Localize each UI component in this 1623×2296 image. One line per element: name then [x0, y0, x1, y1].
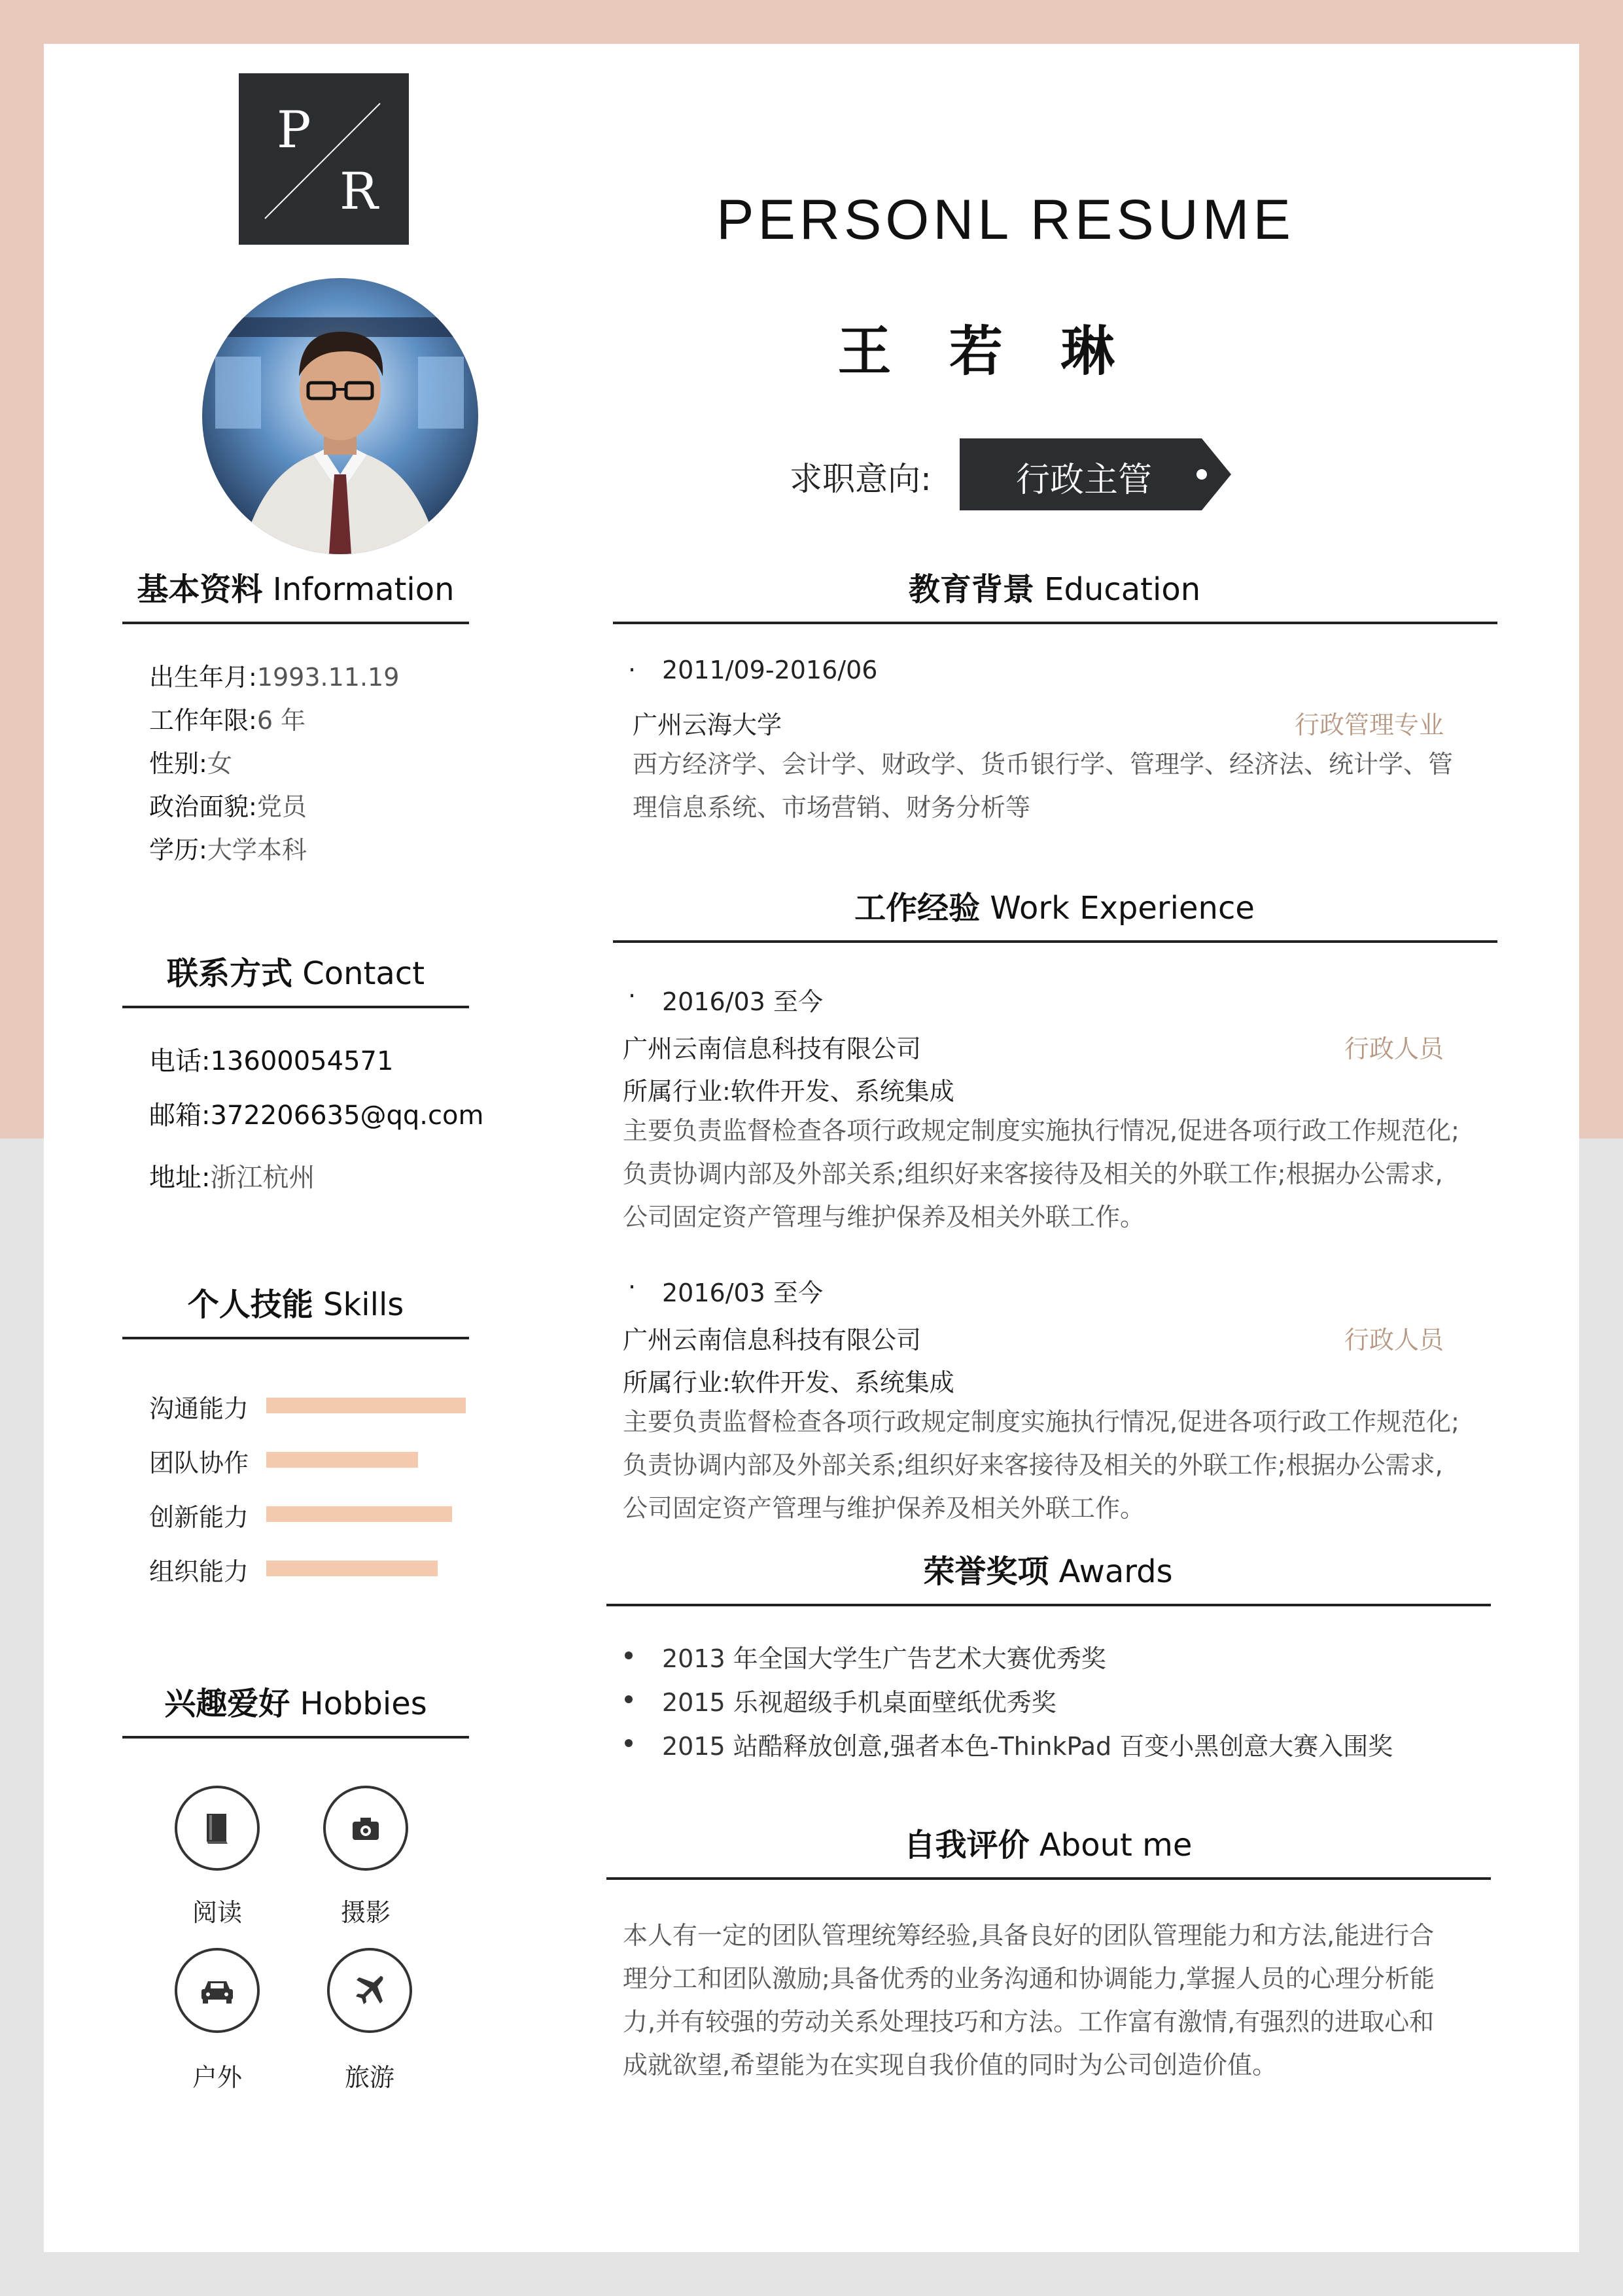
work-title-cn: 工作经验: [854, 890, 981, 927]
work-bullet: ·: [628, 1273, 637, 1301]
hobbies-title-cn: 兴趣爱好: [164, 1686, 290, 1722]
education-courses-line: 理信息系统、市场营销、财务分析等: [633, 793, 1031, 822]
contact-section-title: [122, 948, 469, 993]
education-school: 广州云海大学: [633, 711, 782, 739]
skill-bar: [266, 1506, 452, 1522]
award-bullet: [625, 1695, 633, 1703]
contact-title-en: Contact: [302, 955, 425, 992]
info-title-cn: 基本资料: [137, 571, 263, 608]
about-text-line: 理分工和团队激励;具备优秀的业务沟通和协调能力,掌握人员的心理分析能: [623, 1964, 1435, 1993]
about-section-title: [606, 1820, 1490, 1865]
awards-title-cn: 荣誉奖项: [923, 1553, 1049, 1590]
contact-title-cn: 联系方式: [166, 955, 292, 992]
skills-section-title: [122, 1279, 469, 1324]
award-bullet: [625, 1739, 633, 1747]
camera-icon: [346, 1809, 385, 1848]
car-icon: [196, 1971, 238, 2010]
education-title-cn: 教育背景: [908, 571, 1034, 608]
about-title-cn: 自我评价: [903, 1827, 1030, 1863]
about-divider: [606, 1877, 1491, 1880]
candidate-name: 王 若 琳: [837, 321, 1134, 383]
work-description-line: 负责协调内部及外部关系;组织好来客接待及相关的外联工作;根据办公需求,: [623, 1451, 1443, 1479]
award-item: 2015 站酷释放创意,强者本色-ThinkPad 百变小黑创意大赛入围奖: [662, 1732, 1393, 1761]
work-description-line: 公司固定资产管理与维护保养及相关外联工作。: [623, 1494, 1145, 1523]
contact-phone[interactable]: 电话:13600054571: [149, 1046, 394, 1076]
avatar: [202, 278, 478, 554]
job-intent-label: 求职意向:: [790, 460, 932, 498]
work-role: 行政人员: [1344, 1034, 1444, 1063]
hobby-label-outdoor: 户外: [192, 2063, 242, 2092]
work-description: [623, 1400, 1512, 1530]
education-divider: [613, 622, 1497, 624]
info-title-en: Information: [272, 571, 455, 608]
hobby-label-travel: 旅游: [344, 2063, 394, 2092]
work-description-line: 负责协调内部及外部关系;组织好来客接待及相关的外联工作;根据办公需求,: [623, 1159, 1443, 1188]
work-title-en: Work Experience: [990, 890, 1255, 927]
education-title-en: Education: [1044, 571, 1201, 608]
contact-divider: [122, 1006, 469, 1008]
monogram-letter-r: R: [340, 162, 378, 221]
education-courses-line: 西方经济学、会计学、财政学、货币银行学、管理学、经济法、统计学、管: [633, 750, 1454, 779]
about-text-line: 成就欲望,希望能为在实现自我价值的同时为公司创造价值。: [623, 2051, 1278, 2079]
hobbies-section-title: [122, 1678, 469, 1723]
about-text-line: 本人有一定的团队管理统筹经验,具备良好的团队管理能力和方法,能进行合: [623, 1921, 1435, 1950]
monogram-logo: [239, 73, 409, 245]
education-major: 行政管理专业: [1294, 711, 1444, 739]
skill-label: 团队协作: [149, 1449, 249, 1477]
skill-bar: [266, 1452, 418, 1468]
info-divider: [122, 622, 469, 624]
hobby-label-reading: 阅读: [192, 1898, 242, 1927]
monogram-letter-p: P: [277, 101, 311, 160]
info-item-politics: 政治面貌:党员: [149, 792, 307, 821]
work-description-line: 公司固定资产管理与维护保养及相关外联工作。: [623, 1203, 1145, 1231]
airplane-icon: [350, 1971, 389, 2010]
award-bullet: [625, 1651, 633, 1659]
info-list: [149, 656, 463, 872]
awards-divider: [606, 1604, 1491, 1606]
hobbies-divider: [122, 1736, 469, 1739]
work-industry: 所属行业:软件开发、系统集成: [623, 1077, 954, 1106]
book-icon: [198, 1809, 237, 1848]
info-item-education: 学历:大学本科: [149, 836, 307, 864]
skill-label: 创新能力: [149, 1503, 249, 1532]
award-item: 2015 乐视超级手机桌面壁纸优秀奖: [662, 1688, 1056, 1717]
skill-label: 组织能力: [149, 1557, 249, 1586]
skills-title-cn: 个人技能: [187, 1286, 313, 1323]
about-text-line: 力,并有较强的劳动关系处理技巧和方法。工作富有激情,有强烈的进取心和: [623, 2007, 1435, 2036]
work-description-line: 主要负责监督检查各项行政规定制度实施执行情况,促进各项行政工作规范化;: [623, 1116, 1459, 1145]
work-bullet: ·: [628, 981, 637, 1010]
work-period: 2016/03 至今: [662, 987, 823, 1016]
info-item-birth: 出生年月:1993.11.19: [149, 663, 400, 692]
work-description-line: 主要负责监督检查各项行政规定制度实施执行情况,促进各项行政工作规范化;: [623, 1407, 1459, 1436]
hobby-outdoor: [175, 1948, 260, 2033]
work-description: [623, 1109, 1512, 1239]
contact-email[interactable]: 邮箱:372206635@qq.com: [149, 1101, 484, 1131]
education-courses: [633, 743, 1509, 829]
info-item-work-years: 工作年限:6 年: [149, 706, 306, 735]
monogram-divider: [239, 73, 409, 245]
work-section-title: [613, 883, 1496, 928]
work-company: 广州云南信息科技有限公司: [623, 1326, 922, 1354]
awards-section-title: [606, 1546, 1490, 1591]
skills-title-en: Skills: [323, 1286, 404, 1323]
education-bullet: ·: [628, 656, 637, 684]
about-text: [623, 1914, 1512, 2087]
skill-bar: [266, 1398, 466, 1413]
skill-bar: [266, 1561, 438, 1576]
hobby-travel: [327, 1948, 412, 2033]
education-period: 2011/09-2016/06: [662, 656, 878, 684]
resume-title: PERSONL RESUME: [716, 188, 1295, 251]
work-role: 行政人员: [1344, 1326, 1444, 1354]
hobby-reading: [175, 1786, 260, 1871]
work-industry: 所属行业:软件开发、系统集成: [623, 1368, 954, 1397]
job-intent-value: 行政主管: [1015, 461, 1152, 500]
info-section-title: [122, 564, 469, 609]
education-section-title: [613, 564, 1496, 609]
work-divider: [613, 940, 1497, 943]
info-item-gender: 性别:女: [149, 749, 232, 778]
hobbies-title-en: Hobbies: [300, 1686, 427, 1722]
resume-sheet: [44, 44, 1579, 2252]
hobby-label-photography: 摄影: [340, 1898, 391, 1927]
skills-divider: [122, 1337, 469, 1339]
work-company: 广州云南信息科技有限公司: [623, 1034, 922, 1063]
skill-label: 沟通能力: [149, 1394, 249, 1423]
work-period: 2016/03 至今: [662, 1279, 823, 1307]
contact-address: 地址:浙江杭州: [149, 1163, 315, 1193]
awards-title-en: Awards: [1058, 1553, 1173, 1590]
award-item: 2013 年全国大学生广告艺术大赛优秀奖: [662, 1644, 1106, 1673]
about-title-en: About me: [1039, 1827, 1193, 1863]
hobby-photography: [323, 1786, 408, 1871]
